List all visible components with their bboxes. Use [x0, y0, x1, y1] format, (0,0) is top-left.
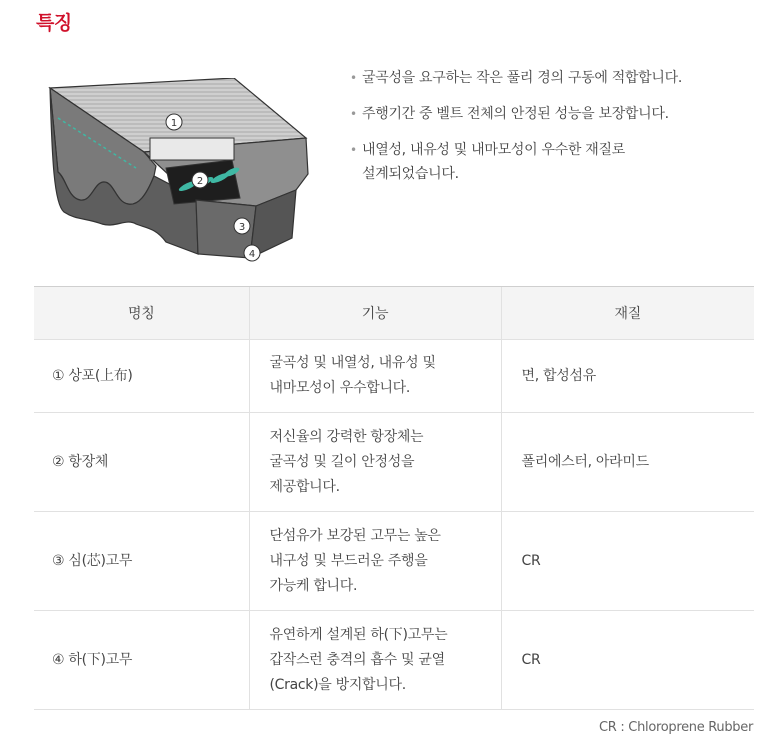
- cell-function: 굴곡성 및 내열성, 내유성 및 내마모성이 우수합니다.: [249, 340, 501, 413]
- bullet-icon: •: [350, 71, 357, 85]
- page-title: 특징: [36, 12, 72, 34]
- cell-material: CR: [501, 512, 754, 611]
- callout-2: 2: [196, 176, 204, 187]
- component-table: [34, 286, 754, 710]
- table-row: [34, 413, 754, 512]
- cell-function: 유연하게 설계된 하(下)고무는 갑작스런 충격의 흡수 및 균열 (Crack)을 방지합니다.: [249, 611, 501, 710]
- callout-4: 4: [248, 249, 256, 260]
- header-function: 기능: [249, 287, 501, 340]
- cell-name: ③ 심(芯)고무: [34, 512, 249, 611]
- feature-list: [350, 66, 750, 198]
- header-name: 명칭: [34, 287, 249, 340]
- cell-name: ④ 하(下)고무: [34, 611, 249, 710]
- feature-item: • 내열성, 내유성 및 내마모성이 우수한 재질로 설계되었습니다.: [350, 138, 750, 186]
- table-header-row: [34, 287, 754, 340]
- cell-function: 단섬유가 보강된 고무는 높은 내구성 및 부드러운 주행을 가능케 합니다.: [249, 512, 501, 611]
- belt-cross-section-illustration: [46, 78, 316, 268]
- table-row: [34, 512, 754, 611]
- cell-name: ① 상포(上布): [34, 340, 249, 413]
- cell-material: CR: [501, 611, 754, 710]
- feature-item: • 굴곡성을 요구하는 작은 풀리 경의 구동에 적합합니다.: [350, 66, 750, 90]
- bullet-icon: •: [350, 143, 357, 157]
- callout-3: 3: [238, 222, 246, 233]
- cell-function: 저신율의 강력한 항장체는 굴곡성 및 길이 안정성을 제공합니다.: [249, 413, 501, 512]
- header-material: 재질: [501, 287, 754, 340]
- cell-material: 면, 합성섬유: [501, 340, 754, 413]
- callout-1: 1: [170, 118, 178, 129]
- table-row: [34, 340, 754, 413]
- cell-name: ② 항장체: [34, 413, 249, 512]
- cell-material: 폴리에스터, 아라미드: [501, 413, 754, 512]
- table-row: [34, 611, 754, 710]
- footnote: CR : Chloroprene Rubber: [599, 720, 753, 735]
- feature-item: • 주행기간 중 벨트 전체의 안정된 성능을 보장합니다.: [350, 102, 750, 126]
- bullet-icon: •: [350, 107, 357, 121]
